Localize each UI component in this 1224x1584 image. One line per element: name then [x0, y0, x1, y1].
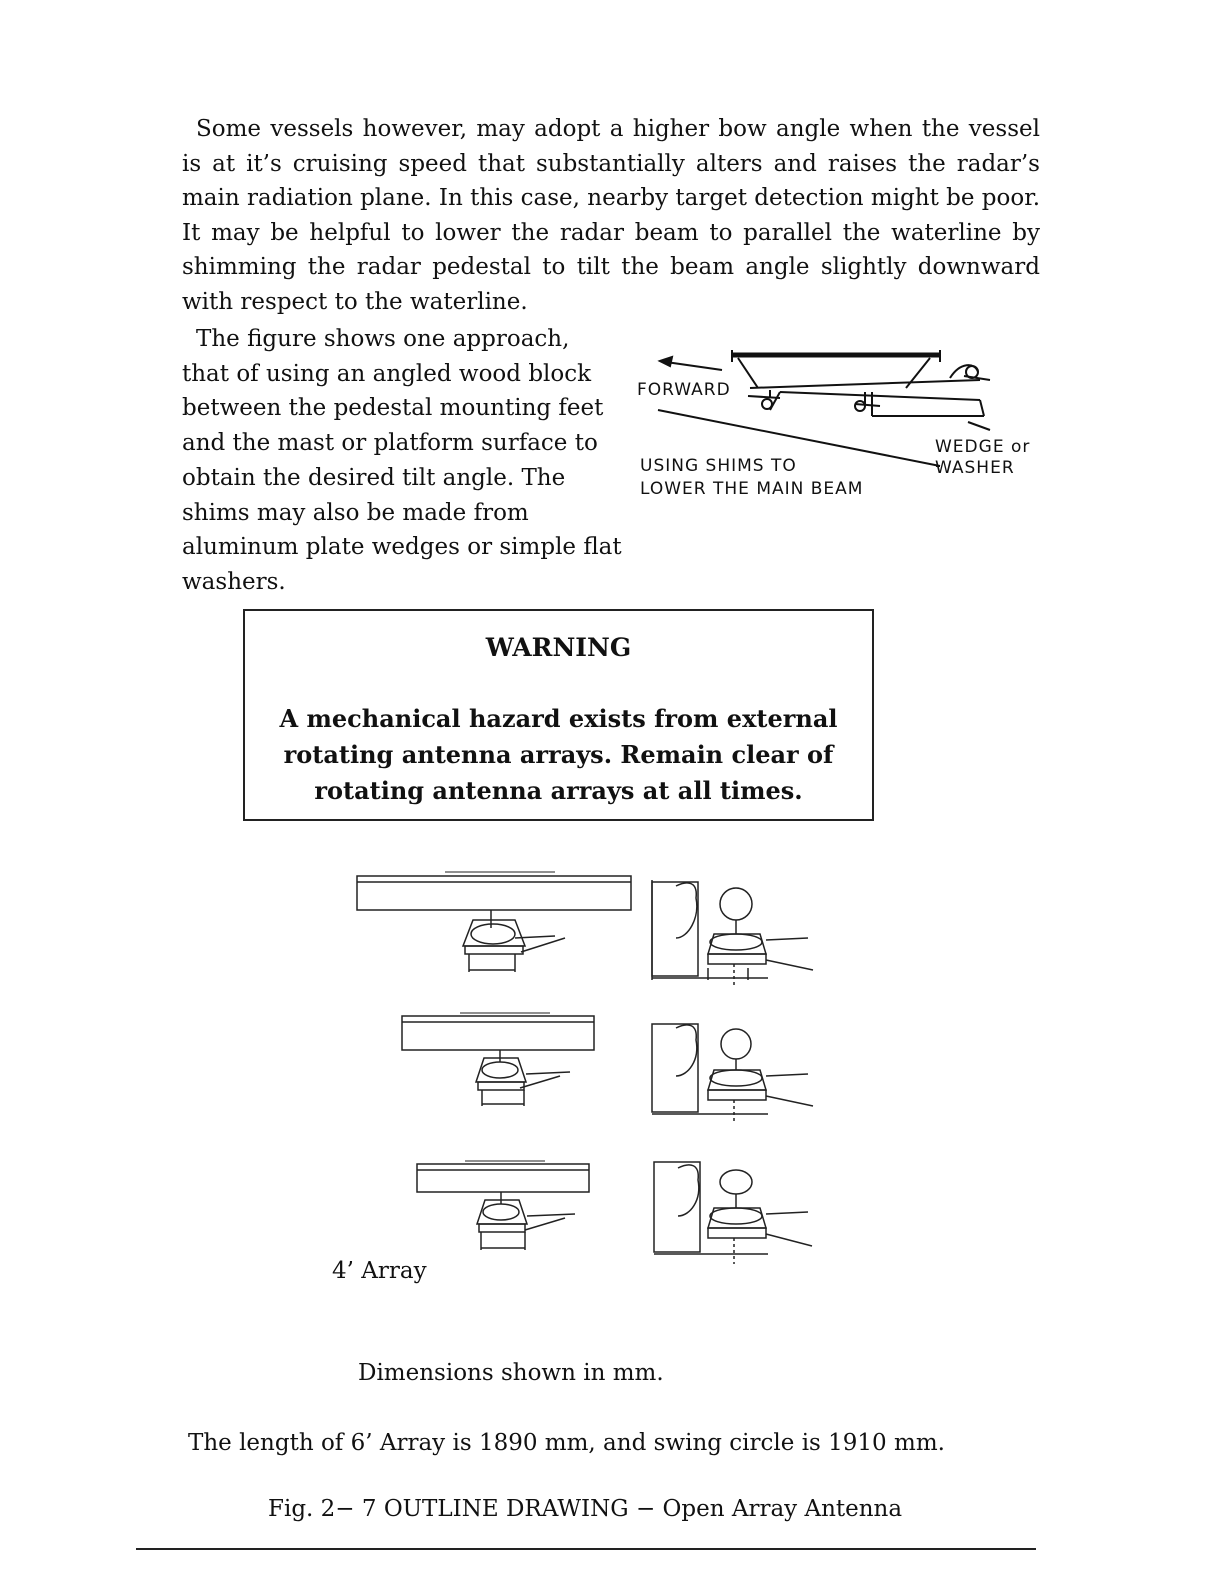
warning-box [243, 609, 874, 821]
shim-caption-line2: LOWER THE MAIN BEAM [640, 479, 864, 499]
figure-caption: Fig. 2− 7 OUTLINE DRAWING − Open Array Antenna [268, 1496, 903, 1522]
array-side-view-2 [648, 1020, 818, 1125]
shim-caption-line1: USING SHIMS TO [640, 456, 797, 476]
array-label: 4’ Array [332, 1258, 427, 1284]
wedge-label-line2: WASHER [935, 458, 1015, 478]
length-note: The length of 6’ Array is 1890 mm, and swing circle is 1910 mm. [188, 1430, 945, 1456]
bottom-rule [136, 1548, 1036, 1550]
dimensions-note: Dimensions shown in mm. [358, 1360, 664, 1386]
intro-paragraph: Some vessels however, may adopt a higher bow angle when the vessel is at it’s cruising speed that substantially alters and raises the radar’s main radiation plane. In this case, nearby target detection might be poor. It may be helpful to lower the radar beam to parallel the waterline by shimming the radar pedestal to tilt the beam angle slightly downward with respect to the waterline. [182, 116, 1041, 315]
array-side-view-1 [648, 878, 818, 988]
wedge-label-line1: WEDGE or [935, 437, 1031, 457]
warning-title: WARNING [485, 633, 632, 662]
shim-paragraph: The figure shows one approach, that of using an angled wood block between the pedestal mounting feet and the mast or platform surface to obtain the desired tilt angle. The shims may also be made from aluminum plate wedges or simple flat washers. [182, 326, 622, 595]
array-front-view-1 [355, 868, 633, 978]
array-front-view-2 [400, 1010, 596, 1110]
array-side-view-3 [650, 1158, 820, 1266]
forward-label: FORWARD [637, 380, 731, 400]
warning-text: A mechanical hazard exists from external rotating antenna arrays. Remain clear of rotating antenna arrays at all times. [279, 704, 838, 805]
array-front-view-3 [415, 1158, 591, 1258]
